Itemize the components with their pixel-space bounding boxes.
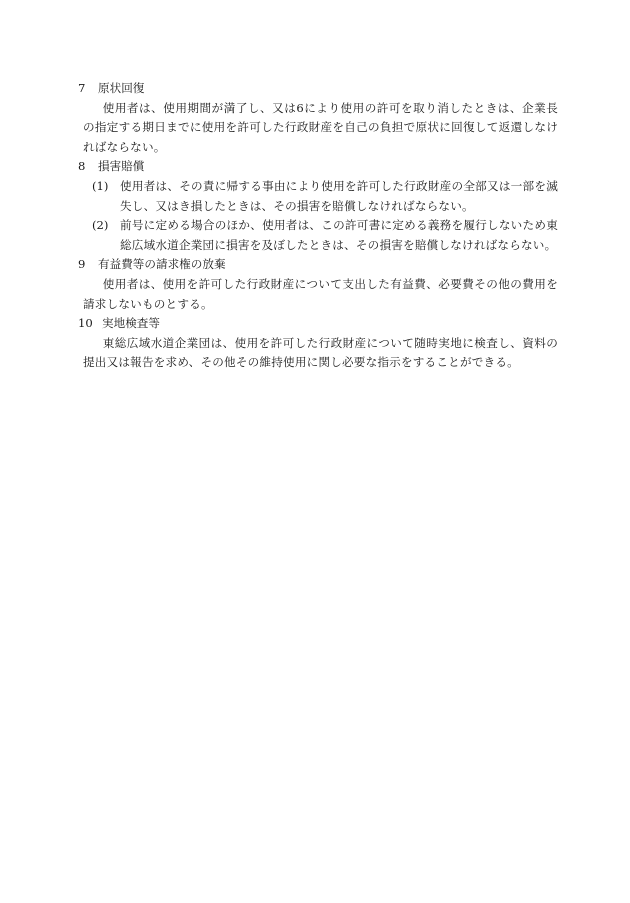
section-8-item-2 <box>92 216 558 255</box>
section-10-heading <box>78 314 558 334</box>
item-text: 前号に定める場合のほか、使用者は、この許可書に定める義務を履行しないため東総広域水道企業団に損害を及ぼしたときは、その損害を賠償しなければならない。 <box>120 218 558 252</box>
section-7-paragraph: 使用者は、使用期間が満了し、又は6により使用の許可を取り消したときは、企業長の指定する期日までに使用を許可した行政財産を自己の負担で原状に回復して返還しなければならない。 <box>83 100 558 154</box>
item-text: 使用者は、その責に帰する事由により使用を許可した行政財産の全部又は一部を滅失し、又はき損したときは、その損害を賠償しなければならない。 <box>120 178 558 213</box>
section-9-heading <box>78 255 558 275</box>
section-7-title: 原状回復 <box>98 81 145 95</box>
section-8-title: 損害賠償 <box>98 159 145 174</box>
section-10-paragraph: 東総広域水道企業団は、使用を許可した行政財産について随時実地に検査し、資料の提出又は報告を求め、その他その維持使用に関し必要な指示をすることができる。 <box>83 335 558 370</box>
section-9-number: 9 <box>78 257 86 272</box>
section-8-number: 8 <box>78 159 86 174</box>
section-8-heading <box>78 157 558 177</box>
section-7-number: 7 <box>78 81 86 95</box>
item-label: (2) <box>92 218 109 233</box>
section-10-title: 実地検査等 <box>102 316 160 331</box>
section-10-number: 10 <box>78 316 93 331</box>
section-9-paragraph: 使用者は、使用を許可した行政財産について支出した有益費、必要費その他の費用を請求しないものとする。 <box>83 276 558 311</box>
document-body <box>78 79 558 373</box>
section-8-item-1 <box>92 177 558 216</box>
item-label: (1) <box>92 178 109 193</box>
section-9-title: 有益費等の請求権の放棄 <box>98 257 226 272</box>
section-7-heading <box>78 79 558 99</box>
